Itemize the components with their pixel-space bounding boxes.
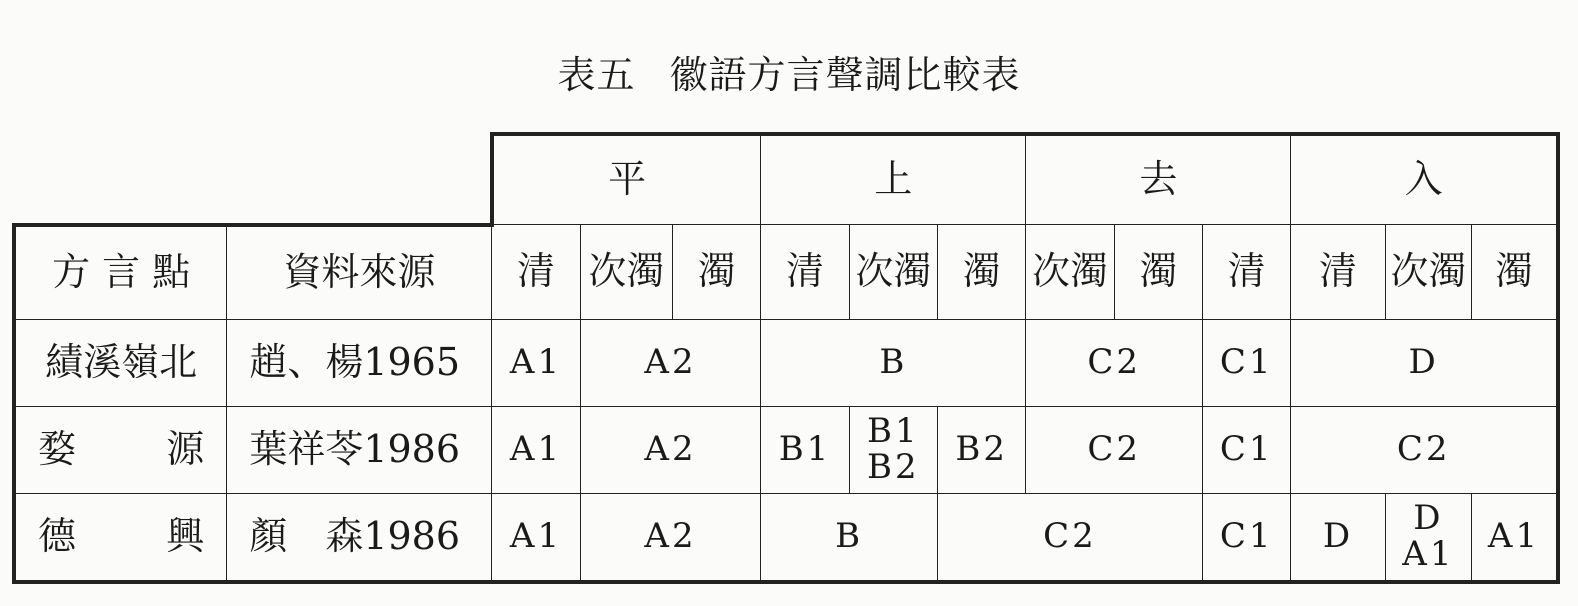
dialect-point-char: 婺 xyxy=(38,426,77,471)
sub-shang-cizhuo: 次濁 xyxy=(849,225,937,320)
sub-ru-qing: 清 xyxy=(1291,225,1385,320)
header-blank xyxy=(14,134,492,225)
source-cell: 顏 森1986 xyxy=(227,493,492,582)
tone-cell: D xyxy=(1291,319,1558,406)
tone-value: A1 xyxy=(1402,533,1455,574)
tone-comparison-table xyxy=(12,132,1560,584)
tone-cell: A2 xyxy=(580,406,761,493)
subheader-row xyxy=(14,225,1558,320)
tone-cell: A1 xyxy=(1472,493,1558,582)
tone-value: B2 xyxy=(867,446,920,487)
tone-header-row xyxy=(14,134,1558,225)
table-row xyxy=(14,319,1558,406)
tone-cell-stacked xyxy=(849,406,937,493)
sub-qu-cizhuo: 次濁 xyxy=(1026,225,1114,320)
table-caption: 徽語方言聲調比較表 xyxy=(669,53,1021,97)
tone-cell: C1 xyxy=(1203,493,1291,582)
tone-qu: 去 xyxy=(1026,134,1291,225)
sub-ping-zhuo: 濁 xyxy=(673,225,761,320)
tone-cell: C1 xyxy=(1203,406,1291,493)
sub-ping-cizhuo: 次濁 xyxy=(580,225,672,320)
dialect-point: 績溪嶺北 xyxy=(14,319,227,406)
tone-value: D xyxy=(1413,497,1444,538)
dialect-point xyxy=(14,493,227,582)
table-number: 表五 xyxy=(557,53,636,97)
tone-cell: A1 xyxy=(492,406,580,493)
sub-ping-qing: 清 xyxy=(492,225,580,320)
table-title xyxy=(0,44,1578,99)
tone-cell: B1 xyxy=(761,406,849,493)
source-header: 資料來源 xyxy=(227,225,492,320)
tone-cell: C2 xyxy=(938,493,1203,582)
tone-shang: 上 xyxy=(761,134,1026,225)
tone-cell: C2 xyxy=(1026,319,1203,406)
tone-cell: A1 xyxy=(492,493,580,582)
sub-ru-zhuo: 濁 xyxy=(1472,225,1558,320)
tone-cell: B xyxy=(761,493,938,582)
source-cell: 趙、楊1965 xyxy=(227,319,492,406)
tone-cell-stacked xyxy=(1385,493,1471,582)
tone-cell: D xyxy=(1291,493,1385,582)
dialect-point-char: 興 xyxy=(166,513,205,558)
sub-shang-zhuo: 濁 xyxy=(938,225,1026,320)
tone-ping: 平 xyxy=(492,134,761,225)
tone-cell: A2 xyxy=(580,319,761,406)
table-row xyxy=(14,406,1558,493)
dialect-point-char: 德 xyxy=(38,513,77,558)
table-row xyxy=(14,493,1558,582)
sub-ru-cizhuo: 次濁 xyxy=(1385,225,1471,320)
tone-cell: A1 xyxy=(492,319,580,406)
sub-shang-qing: 清 xyxy=(761,225,849,320)
tone-cell: C2 xyxy=(1026,406,1203,493)
tone-value: B1 xyxy=(867,410,920,451)
source-cell: 葉祥苓1986 xyxy=(227,406,492,493)
tone-cell: C2 xyxy=(1291,406,1558,493)
sub-qu-qing: 清 xyxy=(1203,225,1291,320)
dialect-point-char: 源 xyxy=(166,426,205,471)
tone-cell: C1 xyxy=(1203,319,1291,406)
tone-cell: B2 xyxy=(938,406,1026,493)
tone-ru: 入 xyxy=(1291,134,1558,225)
dialect-point xyxy=(14,406,227,493)
tone-cell: B xyxy=(761,319,1026,406)
tone-cell: A2 xyxy=(580,493,761,582)
dialect-point-header: 方 言 點 xyxy=(14,225,227,320)
sub-qu-zhuo: 濁 xyxy=(1114,225,1202,320)
